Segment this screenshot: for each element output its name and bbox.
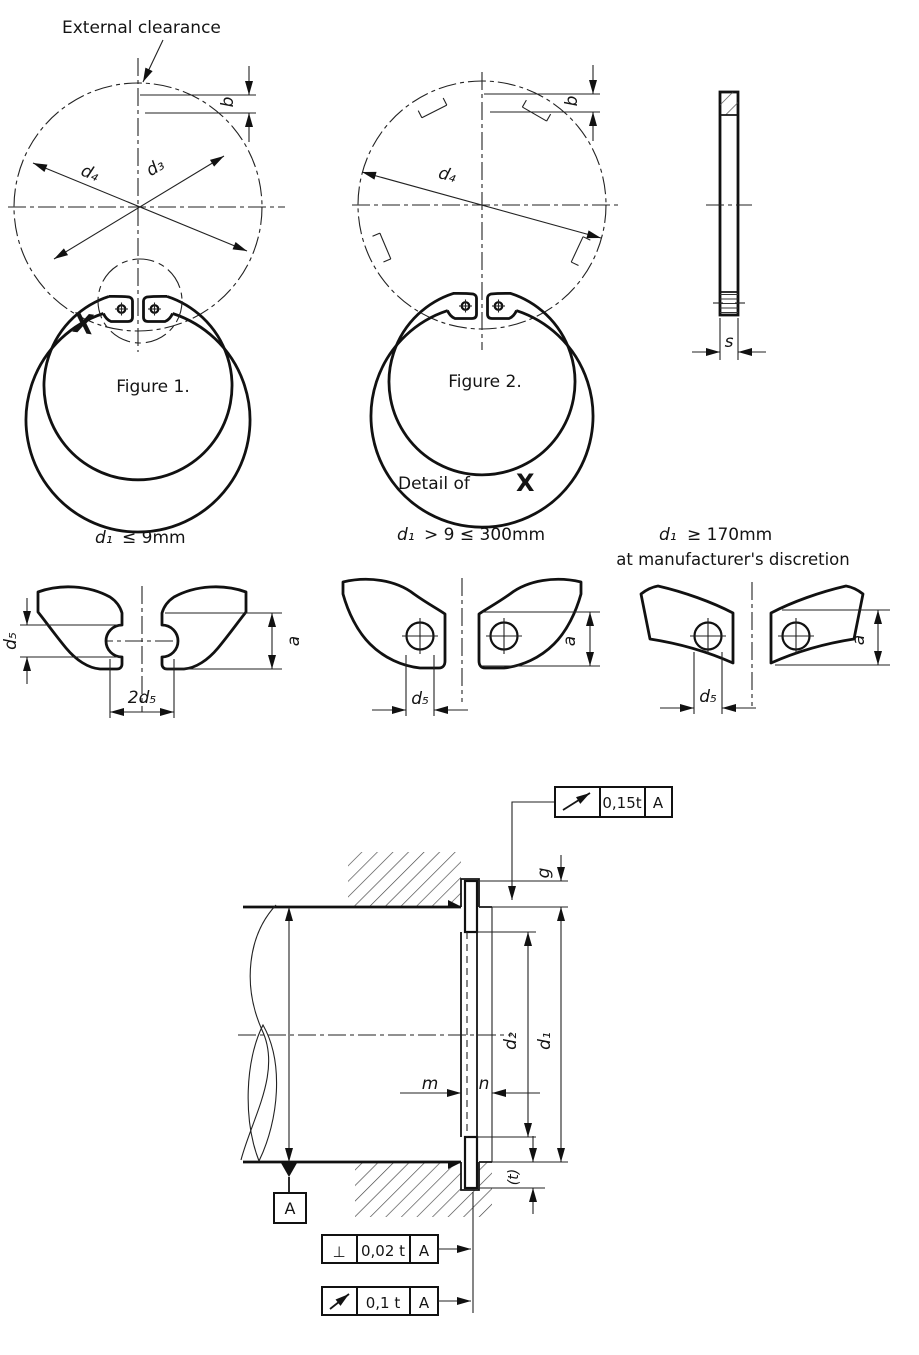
datum-label: A	[284, 1199, 296, 1218]
fcf-datum: A	[418, 1294, 430, 1312]
dim-d5-label: d₅	[1, 632, 21, 650]
fcf-datum: A	[652, 794, 664, 812]
dim-a-label: a	[284, 635, 304, 647]
leader-external-clearance	[143, 40, 163, 82]
dim-b-label: b	[562, 95, 582, 107]
detail-mark-x: X	[70, 307, 96, 342]
dim-b-label: b	[218, 96, 238, 108]
dim-d5-label: d₅	[411, 689, 429, 709]
fcf-runout-top	[512, 787, 672, 900]
detail-variant-small	[1, 528, 304, 718]
dim-s-label: s	[724, 332, 734, 352]
dim-d1-label: d₁	[535, 1032, 555, 1050]
fcf-runout-bottom	[322, 1287, 471, 1315]
condition-text: > 9 ≤ 300mm	[424, 525, 546, 545]
detail-variant-medium	[343, 525, 600, 716]
fcf-value: 0,1 t	[365, 1294, 401, 1312]
dim-a-label: a	[849, 634, 869, 646]
edge-notches	[369, 94, 594, 267]
figure2-caption: Figure 2.	[448, 372, 522, 392]
dim-2d5-label: 2d₅	[127, 688, 157, 708]
fcf-perpendicularity	[322, 1235, 471, 1263]
dim-d4-label: d₄	[436, 163, 459, 188]
condition-variable: d₁	[397, 525, 415, 545]
dim-d4-label: d₄	[77, 160, 102, 186]
dim-m-label: m	[421, 1074, 439, 1094]
dim-g-label: g	[534, 867, 554, 879]
figure2	[352, 65, 618, 527]
fcf-value: 0,02 t	[360, 1242, 406, 1260]
dim-t-label: (t)	[506, 1168, 522, 1186]
external-clearance-label: External clearance	[62, 18, 221, 38]
dim-d3-label: d₃	[142, 154, 169, 181]
condition-variable: d₁	[659, 525, 677, 545]
perpendicularity-icon: ⊥	[332, 1243, 346, 1261]
ring-section-top	[465, 881, 477, 932]
detail-section	[1, 469, 890, 718]
dim-a-label: a	[560, 635, 580, 647]
detail-variant-large	[616, 525, 890, 714]
break-line	[241, 905, 276, 1160]
ring-section-bottom	[465, 1137, 477, 1188]
ring-side-view	[692, 92, 766, 360]
installation-drawing	[238, 787, 672, 1315]
condition-note: at manufacturer's discretion	[616, 550, 850, 569]
condition-text: ≤ 9mm	[122, 528, 186, 548]
detail-circle	[98, 259, 182, 343]
detail-mark: X	[516, 469, 535, 497]
figure1-caption: Figure 1.	[116, 377, 190, 397]
fcf-value: 0,15t	[602, 794, 642, 812]
condition-variable: d₁	[95, 528, 113, 548]
dim-d2-label: d₂	[501, 1032, 521, 1050]
condition-text: ≥ 170mm	[687, 525, 773, 545]
fcf-datum: A	[418, 1242, 430, 1260]
dim-d5-label: d₅	[699, 687, 717, 707]
detail-title: Detail of	[398, 474, 470, 494]
dim-n-label: n	[478, 1074, 490, 1094]
datum-triangle	[281, 1163, 297, 1177]
figure1	[8, 18, 285, 532]
